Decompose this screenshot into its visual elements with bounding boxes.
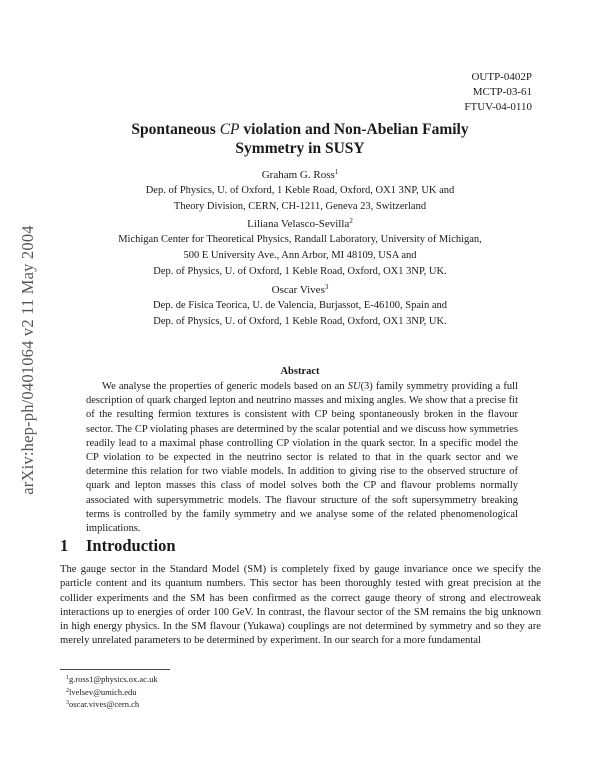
author-affiliation: Dep. of Physics, U. of Oxford, 1 Keble Road, Oxford, OX1 3NP, UK.: [153, 266, 447, 277]
author-name: Liliana Velasco-Sevilla$^2$: [247, 217, 353, 230]
author-affiliation: Dep. of Physics, U. of Oxford, 1 Keble Road, Oxford, OX1 3NP, UK.: [153, 316, 447, 327]
footnote: $^2$lvelsev@umich.edu: [66, 686, 137, 697]
author-affiliation: Dep. of Physics, U. of Oxford, 1 Keble Road, Oxford, OX1 3NP, UK and: [145, 185, 455, 196]
section-heading-introduction: 1 Introduction: [60, 536, 176, 555]
author-block-ross: [50, 167, 550, 215]
author-affiliation: Dep. de Fisica Teorica, U. de Valencia, Burjassot, E-46100, Spain and: [153, 300, 447, 311]
footnote: $^3$oscar.vives@cern.ch: [66, 699, 140, 709]
report-number: FTUV-04-0110: [464, 101, 532, 113]
arxiv-id-text: arXiv:hep-ph/0401064 v2 11 May 2004: [18, 225, 37, 495]
footnote-divider: [60, 669, 170, 670]
title-line-2: Symmetry in SUSY: [235, 140, 365, 157]
author-affiliation: 500 E University Ave., Ann Arbor, MI 48109, USA and: [183, 250, 417, 261]
author-name: Graham G. Ross$^1$: [261, 168, 339, 181]
author-affiliation: Theory Division, CERN, CH-1211, Geneva 23, Switzerland: [173, 201, 427, 212]
footnotes: [66, 673, 158, 711]
author-block-velasco-sevilla: [50, 216, 550, 280]
report-number: MCTP-03-61: [472, 86, 532, 98]
arxiv-identifier-stamp: [17, 195, 39, 525]
author-affiliation: Michigan Center for Theoretical Physics, Randall Laboratory, University of Michigan,: [118, 234, 482, 245]
author-block-vives: [50, 282, 550, 330]
report-numbers: [464, 70, 532, 115]
paper-title: [60, 120, 540, 158]
footnote: $^1$g.ross1@physics.ox.ac.uk: [66, 674, 158, 684]
author-name: Oscar Vives$^3$: [271, 283, 329, 296]
abstract-heading: Abstract: [280, 366, 320, 377]
title-line-1: Spontaneous CP violation and Non-Abelian Family: [131, 121, 469, 138]
report-number: OUTP-0402P: [471, 71, 532, 83]
abstract-body: We analyse the properties of generic models based on an SU(3) family symmetry providing a full description of quark charged lepton and neutrino masses and mixing angles. We show that a precise fit of the resulting fermion textures is consistent with CP being spontaneously broken in the flavour sector. The CP violating phases are determined by the scalar potential and we discuss how symmetries readily lead to a maximal phase controlling CP violation in the quark sector. In a specific model the CP violation to be expected in the neutrino sector is related to that in the quark sector and we determine this relation for two viable models. In addition to giving rise to the observed structure of quark and lepton masses this class of model solves both the CP and flavour problems normally associated with supersymmetric models. The flavour structure of the soft supersymmetry breaking terms is controlled by the family symmetry and we analyse some of the related phenomenological implications.: [86, 381, 518, 535]
introduction-paragraph: The gauge sector in the Standard Model (SM) is completely fixed by gauge invariance once we specify the particle content and its quantum numbers. This sector has been thoroughly tested with great precision at the collider experiments and the SM has been confirmed as the correct gauge theory of strong and electroweak interactions up to energies of order 100 GeV. In contrast, the flavour sector of the SM remains the big unknown in high energy physics. In the SM flavour (Yukawa) couplings are not determined by symmetry and so they are merely unrelated parameters to be determined by experiment. In our search for a more fundamental: [60, 564, 541, 647]
